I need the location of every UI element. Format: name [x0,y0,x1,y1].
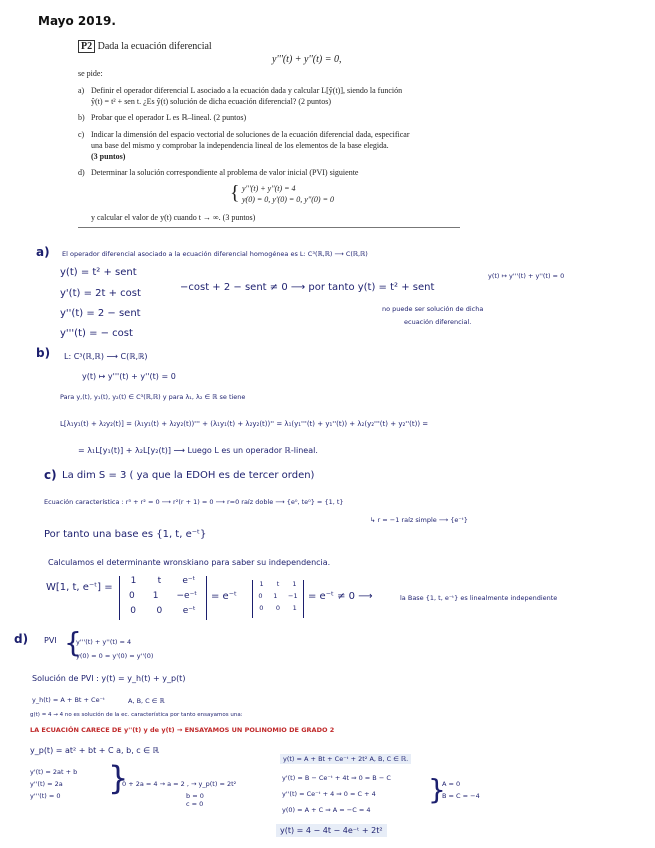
matrix-cell: −1 [288,592,298,600]
sol-b-line2: y(t) ↦ y'''(t) + y''(t) = 0 [82,372,176,381]
sol-d-yp-res: 0 + 2a = 4 → a = 2 , → y_p(t) = 2t² [122,780,237,788]
sol-a-y: y(t) = t² + sent [60,267,137,278]
sol-b-line1: L: C³(ℝ,ℝ) ⟶ C(ℝ,ℝ) [64,352,148,361]
sol-d-cond1: y'(t) = B − Ce⁻ᵗ + 4t ⇒ 0 = B − C [282,774,391,782]
sol-a-map: y(t) ↦ y'''(t) + y''(t) = 0 [488,272,565,280]
matrix-cell: e⁻ᵗ [182,606,196,616]
item-b-label: b) [78,113,85,122]
item-d-line1: Determinar la solución correspondiente al problema de valor inicial (PVI) siguiente [91,168,359,177]
sol-d-yp2: y''(t) = 2a [30,780,63,788]
matrix-cell: 0 [130,606,136,616]
sol-d-abc: A, B, C ∈ ℝ [128,697,165,705]
matrix-cell: 1 [292,604,297,612]
sol-d-label: d) [14,632,29,646]
sol-a-y2: y''(t) = 2 − sent [60,308,141,319]
item-d-label: d) [78,168,85,177]
sol-a-line1: El operador diferencial asociado a la ecuación diferencial homogénea es L: C³(ℝ,ℝ) ⟶ C(ℝ,ℝ) [62,250,368,258]
matrix-cell: 1 [259,580,264,588]
sol-d-res2: B = C = −4 [442,792,480,800]
item-c-line2: una base del mismo y comprobar la independencia lineal de los elementos de la base elegida. [91,141,389,150]
matrix-cell: t [276,580,280,588]
sol-a-label: a) [36,245,50,259]
item-a-line2: ŷ(t) = t² + sen t. ¿Es ŷ(t) solución de dicha ecuación diferencial? (2 puntos) [91,97,332,106]
matrix-row [253,580,303,588]
problem-intro-line [78,41,212,52]
sol-a-note2: ecuación diferencial. [404,318,472,326]
sol-a-note1: no puede ser solución de dicha [382,305,484,313]
sol-b-line4: L[λ₁y₁(t) + λ₂y₂(t)] = (λ₁y₁(t) + λ₂y₂(t))''' + (λ₁y₁(t) + λ₂y₂(t))'' = λ₁(y₁'''(t) + y₁''(t)) + λ₂(y₂'''(t) + y₂''(t)) = [60,420,429,428]
matrix-cell: e⁻ᵗ [182,576,196,586]
item-c-label: c) [78,130,85,139]
sol-d-general: y(t) = A + Bt + Ce⁻ᵗ + 2t² A, B, C ∈ ℝ. [280,754,411,764]
sol-d-res1: A = 0 [442,780,461,788]
sol-c-line3: ↳ r = −1 raíz simple ⟶ {e⁻ᵗ} [370,516,468,524]
page-title: Mayo 2019. [38,14,116,28]
problem-pvi-line2: y(0) = 0, y'(0) = 0, y''(0) = 0 [242,195,334,204]
problem-final: y calcular el valor de y(t) cuando t → ∞. (3 puntos) [91,213,256,222]
divider [78,227,460,228]
item-c-line3: (3 puntos) [91,152,126,161]
sol-d-yp1: y'(t) = 2at + b [30,768,78,776]
sol-d-red-line: LA ECUACIÓN CARECE DE y''(t) y de y(t) → ENSAYAMOS UN POLINOMIO DE GRADO 2 [30,726,335,734]
se-pide: se pide: [78,69,103,78]
sol-d-note: g(t) = 4 → 4 no es solución de la ec. característica por tanto ensayamos una: [30,712,243,718]
sol-a-y1: y'(t) = 2t + cost [60,288,141,299]
problem-intro: Dada la ecuación diferencial [97,41,212,52]
sol-b-line5: = λ₁L[y₁(t)] + λ₂L[y₂(t)] ⟶ Luego L es un operador ℝ-lineal. [78,446,318,455]
sol-d-yp3: y'''(t) = 0 [30,792,61,800]
sol-d-pvi1: y'''(t) + y''(t) = 4 [76,638,132,646]
matrix-cell: −e⁻ᵗ [176,591,197,601]
sol-d-final: y(t) = 4 − 4t − 4e⁻ᵗ + 2t² [276,824,387,837]
sol-d-cond3: y(0) = A + C ⇒ A = −C = 4 [282,806,371,814]
sol-b-label: b) [36,346,51,360]
sol-d-yh: y_h(t) = A + Bt + Ce⁻ᵗ [32,696,105,704]
sol-d-brace-3: } [428,773,446,806]
wronskian-label: W[1, t, e⁻ᵗ] = [46,582,113,593]
item-b-line1: Probar que el operador L es ℝ–lineal. (2 puntos) [91,113,247,122]
matrix-row [120,606,206,617]
matrix-cell: t [157,576,162,586]
sol-d-pvi: PVI [44,636,57,645]
matrix-cell: 1 [152,591,159,601]
sol-d-brace-2: } [108,759,129,797]
sol-d-cond2: y''(t) = Ce⁻ᵗ + 4 ⇒ 0 = C + 4 [282,790,376,798]
sol-d-yp: y_p(t) = at² + bt + C a, b, c ∈ ℝ [30,746,160,755]
problem-pvi-line1: y'''(t) + y''(t) = 4 [242,184,296,193]
sol-c-line4: Por tanto una base es {1, t, e⁻ᵗ} [44,529,207,540]
matrix-cell: 0 [129,591,135,601]
matrix-cell: 0 [156,606,163,616]
sol-d-pvi2: y(0) = 0 = y'(0) = y''(0) [76,652,154,660]
wronskian-result: = e⁻ᵗ ≠ 0 ⟶ [308,591,373,602]
item-a-label: a) [78,86,85,95]
sol-d-sol-line: Solución de PVI : y(t) = y_h(t) + y_p(t) [32,674,186,683]
sol-b-line3: Para y,(t), y₁(t), y₂(t) ∈ C³(ℝ,ℝ) y para λ₁, λ₂ ∈ ℝ se tiene [60,393,246,401]
sol-c-line1: La dim S = 3 ( ya que la EDOH es de tercer orden) [62,470,315,481]
matrix-row [253,604,303,612]
sol-c-line2: Ecuación característica : r³ + r² = 0 ⟶ r²(r + 1) = 0 ⟶ r=0 raíz doble ⟶ {e⁰, te⁰} = {1, t} [44,498,344,506]
pvi-brace: { [230,182,240,204]
matrix-cell: 0 [275,604,281,612]
sol-c-line5: Calculamos el determinante wronskiano para saber su independencia. [48,558,331,567]
wronskian-factor: = e⁻ᵗ [211,591,237,602]
matrix-row [120,591,206,602]
matrix-cell: 0 [259,604,264,612]
sol-d-b: b = 0 [186,792,204,800]
sol-c-label: c) [44,468,57,482]
reduced-matrix [252,580,304,618]
item-a-line1: Definir el operador diferencial L asociado a la ecuación dada y calcular L[ŷ(t)], siendo la función [91,86,403,95]
wronskian-conclusion: la Base {1, t, e⁻ᵗ} es linealmente independiente [400,594,558,602]
item-c-line1: Indicar la dimensión del espacio vectorial de soluciones de la ecuación diferencial dada, especificar [91,130,410,139]
matrix-cell: 1 [273,592,278,600]
matrix-cell: 1 [130,576,137,586]
sol-a-result: −cost + 2 − sent ≠ 0 ⟶ por tanto y(t) = t² + sent [180,282,435,293]
sol-d-brace: { [64,626,82,659]
matrix-cell: 1 [292,580,297,588]
wronskian-matrix [119,576,207,620]
problem-equation: y'''(t) + y''(t) = 0, [272,54,342,65]
matrix-row [120,576,206,587]
problem-label: P2 [78,40,95,53]
sol-a-y3: y'''(t) = − cost [60,328,133,339]
matrix-row [253,592,303,600]
sol-d-c: c = 0 [186,800,204,808]
matrix-cell: 0 [258,592,263,600]
